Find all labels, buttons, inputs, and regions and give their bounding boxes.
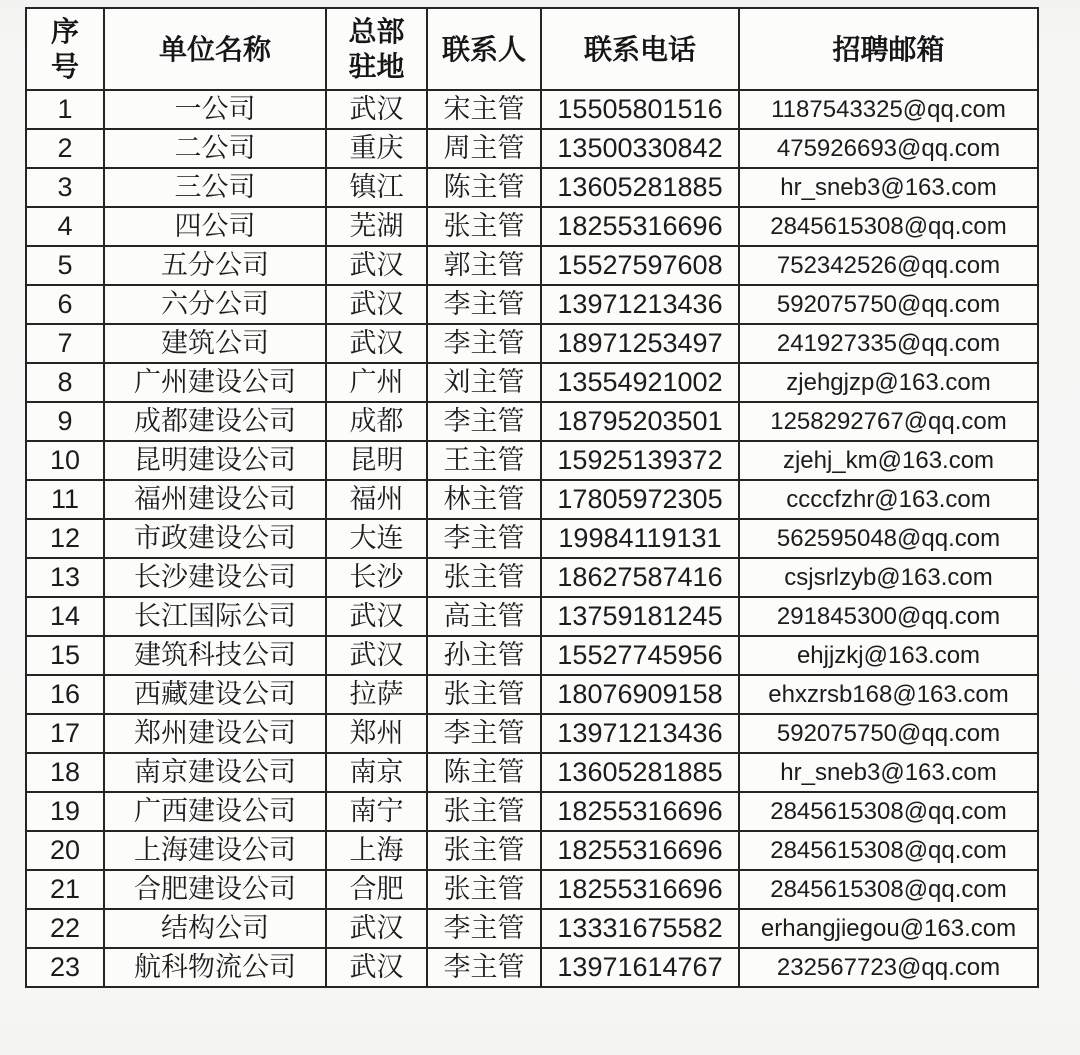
contact-phone-cell: 13759181245 xyxy=(541,597,739,636)
headquarters-cell: 大连 xyxy=(326,519,427,558)
contact-phone-cell: 13500330842 xyxy=(541,129,739,168)
contact-phone-cell: 18795203501 xyxy=(541,402,739,441)
table-row xyxy=(26,402,1038,441)
headquarters-cell: 郑州 xyxy=(326,714,427,753)
company-name-cell: 一公司 xyxy=(104,90,326,129)
header-row xyxy=(26,8,1038,90)
recruit-email-cell: 2845615308@qq.com xyxy=(739,870,1038,909)
table-row xyxy=(26,597,1038,636)
table-row xyxy=(26,207,1038,246)
header-contact-person: 联系人 xyxy=(427,8,541,90)
table-row xyxy=(26,519,1038,558)
contact-person-cell: 林主管 xyxy=(427,480,541,519)
serial-number-cell: 7 xyxy=(26,324,104,363)
headquarters-cell: 昆明 xyxy=(326,441,427,480)
headquarters-cell: 武汉 xyxy=(326,246,427,285)
table-row xyxy=(26,90,1038,129)
company-name-cell: 福州建设公司 xyxy=(104,480,326,519)
table-row xyxy=(26,168,1038,207)
recruit-email-cell: 241927335@qq.com xyxy=(739,324,1038,363)
recruit-email-cell: 592075750@qq.com xyxy=(739,285,1038,324)
contact-person-cell: 李主管 xyxy=(427,909,541,948)
serial-number-cell: 20 xyxy=(26,831,104,870)
contact-phone-cell: 15527597608 xyxy=(541,246,739,285)
company-name-cell: 三公司 xyxy=(104,168,326,207)
header-headquarters: 总部驻地 xyxy=(326,8,427,90)
company-name-cell: 四公司 xyxy=(104,207,326,246)
recruit-email-cell: 562595048@qq.com xyxy=(739,519,1038,558)
table-body xyxy=(26,90,1038,987)
serial-number-cell: 4 xyxy=(26,207,104,246)
serial-number-cell: 17 xyxy=(26,714,104,753)
company-name-cell: 航科物流公司 xyxy=(104,948,326,987)
contact-person-cell: 张主管 xyxy=(427,870,541,909)
headquarters-cell: 福州 xyxy=(326,480,427,519)
contact-phone-cell: 13554921002 xyxy=(541,363,739,402)
company-name-cell: 成都建设公司 xyxy=(104,402,326,441)
recruit-email-cell: 1258292767@qq.com xyxy=(739,402,1038,441)
headquarters-cell: 成都 xyxy=(326,402,427,441)
company-name-cell: 结构公司 xyxy=(104,909,326,948)
table-row xyxy=(26,792,1038,831)
contact-person-cell: 郭主管 xyxy=(427,246,541,285)
company-name-cell: 上海建设公司 xyxy=(104,831,326,870)
table-row xyxy=(26,831,1038,870)
contact-phone-cell: 18255316696 xyxy=(541,792,739,831)
recruit-email-cell: 2845615308@qq.com xyxy=(739,792,1038,831)
recruit-email-cell: zjehj_km@163.com xyxy=(739,441,1038,480)
headquarters-cell: 上海 xyxy=(326,831,427,870)
serial-number-cell: 9 xyxy=(26,402,104,441)
serial-number-cell: 23 xyxy=(26,948,104,987)
table-row xyxy=(26,246,1038,285)
company-name-cell: 昆明建设公司 xyxy=(104,441,326,480)
contact-phone-cell: 15505801516 xyxy=(541,90,739,129)
contact-phone-cell: 18255316696 xyxy=(541,207,739,246)
table-row xyxy=(26,480,1038,519)
serial-number-cell: 19 xyxy=(26,792,104,831)
contact-person-cell: 陈主管 xyxy=(427,168,541,207)
recruit-email-cell: 752342526@qq.com xyxy=(739,246,1038,285)
contact-person-cell: 张主管 xyxy=(427,207,541,246)
contact-phone-cell: 18076909158 xyxy=(541,675,739,714)
headquarters-cell: 武汉 xyxy=(326,948,427,987)
serial-number-cell: 18 xyxy=(26,753,104,792)
headquarters-cell: 武汉 xyxy=(326,909,427,948)
contact-person-cell: 张主管 xyxy=(427,831,541,870)
recruit-email-cell: 475926693@qq.com xyxy=(739,129,1038,168)
contact-phone-cell: 19984119131 xyxy=(541,519,739,558)
contact-person-cell: 李主管 xyxy=(427,948,541,987)
contact-phone-cell: 13605281885 xyxy=(541,168,739,207)
recruit-email-cell: 2845615308@qq.com xyxy=(739,207,1038,246)
serial-number-cell: 16 xyxy=(26,675,104,714)
recruit-email-cell: 592075750@qq.com xyxy=(739,714,1038,753)
table-row xyxy=(26,558,1038,597)
serial-number-cell: 8 xyxy=(26,363,104,402)
headquarters-cell: 重庆 xyxy=(326,129,427,168)
contact-person-cell: 高主管 xyxy=(427,597,541,636)
table-row xyxy=(26,129,1038,168)
headquarters-cell: 武汉 xyxy=(326,636,427,675)
contact-phone-cell: 18255316696 xyxy=(541,831,739,870)
company-name-cell: 建筑公司 xyxy=(104,324,326,363)
recruit-email-cell: zjehgjzp@163.com xyxy=(739,363,1038,402)
table-row xyxy=(26,753,1038,792)
header-company-name: 单位名称 xyxy=(104,8,326,90)
company-name-cell: 郑州建设公司 xyxy=(104,714,326,753)
table-row xyxy=(26,363,1038,402)
table-row xyxy=(26,714,1038,753)
serial-number-cell: 5 xyxy=(26,246,104,285)
recruit-email-cell: csjsrlzyb@163.com xyxy=(739,558,1038,597)
contact-phone-cell: 13971213436 xyxy=(541,285,739,324)
company-name-cell: 六分公司 xyxy=(104,285,326,324)
contact-person-cell: 陈主管 xyxy=(427,753,541,792)
headquarters-cell: 武汉 xyxy=(326,90,427,129)
recruit-email-cell: 1187543325@qq.com xyxy=(739,90,1038,129)
recruit-email-cell: 291845300@qq.com xyxy=(739,597,1038,636)
headquarters-cell: 芜湖 xyxy=(326,207,427,246)
contact-person-cell: 张主管 xyxy=(427,675,541,714)
serial-number-cell: 22 xyxy=(26,909,104,948)
company-name-cell: 建筑科技公司 xyxy=(104,636,326,675)
company-name-cell: 长沙建设公司 xyxy=(104,558,326,597)
headquarters-cell: 广州 xyxy=(326,363,427,402)
headquarters-cell: 武汉 xyxy=(326,285,427,324)
serial-number-cell: 2 xyxy=(26,129,104,168)
table-row xyxy=(26,909,1038,948)
recruit-email-cell: ccccfzhr@163.com xyxy=(739,480,1038,519)
table-row xyxy=(26,870,1038,909)
contact-phone-cell: 18971253497 xyxy=(541,324,739,363)
contact-phone-cell: 13331675582 xyxy=(541,909,739,948)
contact-person-cell: 李主管 xyxy=(427,285,541,324)
headquarters-cell: 南宁 xyxy=(326,792,427,831)
headquarters-cell: 拉萨 xyxy=(326,675,427,714)
header-contact-phone: 联系电话 xyxy=(541,8,739,90)
contact-phone-cell: 17805972305 xyxy=(541,480,739,519)
headquarters-cell: 武汉 xyxy=(326,324,427,363)
table-row xyxy=(26,285,1038,324)
headquarters-cell: 长沙 xyxy=(326,558,427,597)
recruit-email-cell: 2845615308@qq.com xyxy=(739,831,1038,870)
headquarters-cell: 武汉 xyxy=(326,597,427,636)
contact-person-cell: 李主管 xyxy=(427,519,541,558)
contact-person-cell: 张主管 xyxy=(427,792,541,831)
recruit-email-cell: hr_sneb3@163.com xyxy=(739,168,1038,207)
serial-number-cell: 3 xyxy=(26,168,104,207)
contact-person-cell: 李主管 xyxy=(427,402,541,441)
table-row xyxy=(26,324,1038,363)
table-row xyxy=(26,948,1038,987)
table-row xyxy=(26,441,1038,480)
recruit-email-cell: hr_sneb3@163.com xyxy=(739,753,1038,792)
headquarters-cell: 镇江 xyxy=(326,168,427,207)
contact-phone-cell: 15925139372 xyxy=(541,441,739,480)
table-row xyxy=(26,675,1038,714)
serial-number-cell: 10 xyxy=(26,441,104,480)
header-recruit-email: 招聘邮箱 xyxy=(739,8,1038,90)
contact-person-cell: 周主管 xyxy=(427,129,541,168)
table-row xyxy=(26,636,1038,675)
serial-number-cell: 14 xyxy=(26,597,104,636)
company-name-cell: 南京建设公司 xyxy=(104,753,326,792)
recruit-email-cell: ehxzrsb168@163.com xyxy=(739,675,1038,714)
contact-person-cell: 宋主管 xyxy=(427,90,541,129)
serial-number-cell: 12 xyxy=(26,519,104,558)
contact-person-cell: 王主管 xyxy=(427,441,541,480)
contact-phone-cell: 18627587416 xyxy=(541,558,739,597)
recruit-email-cell: ehjjzkj@163.com xyxy=(739,636,1038,675)
serial-number-cell: 21 xyxy=(26,870,104,909)
company-name-cell: 二公司 xyxy=(104,129,326,168)
company-name-cell: 广西建设公司 xyxy=(104,792,326,831)
recruit-email-cell: erhangjiegou@163.com xyxy=(739,909,1038,948)
company-name-cell: 合肥建设公司 xyxy=(104,870,326,909)
serial-number-cell: 1 xyxy=(26,90,104,129)
contact-person-cell: 张主管 xyxy=(427,558,541,597)
serial-number-cell: 11 xyxy=(26,480,104,519)
recruitment-contact-table xyxy=(25,7,1039,988)
header-serial-number: 序号 xyxy=(26,8,104,90)
serial-number-cell: 6 xyxy=(26,285,104,324)
contact-person-cell: 刘主管 xyxy=(427,363,541,402)
company-name-cell: 广州建设公司 xyxy=(104,363,326,402)
headquarters-cell: 合肥 xyxy=(326,870,427,909)
contact-phone-cell: 13971614767 xyxy=(541,948,739,987)
company-name-cell: 五分公司 xyxy=(104,246,326,285)
contact-phone-cell: 15527745956 xyxy=(541,636,739,675)
contact-phone-cell: 13605281885 xyxy=(541,753,739,792)
contact-person-cell: 李主管 xyxy=(427,714,541,753)
company-name-cell: 市政建设公司 xyxy=(104,519,326,558)
document-sheet xyxy=(25,7,1039,988)
serial-number-cell: 15 xyxy=(26,636,104,675)
serial-number-cell: 13 xyxy=(26,558,104,597)
contact-phone-cell: 13971213436 xyxy=(541,714,739,753)
table-header xyxy=(26,8,1038,90)
recruit-email-cell: 232567723@qq.com xyxy=(739,948,1038,987)
company-name-cell: 长江国际公司 xyxy=(104,597,326,636)
contact-phone-cell: 18255316696 xyxy=(541,870,739,909)
contact-person-cell: 李主管 xyxy=(427,324,541,363)
contact-person-cell: 孙主管 xyxy=(427,636,541,675)
headquarters-cell: 南京 xyxy=(326,753,427,792)
company-name-cell: 西藏建设公司 xyxy=(104,675,326,714)
